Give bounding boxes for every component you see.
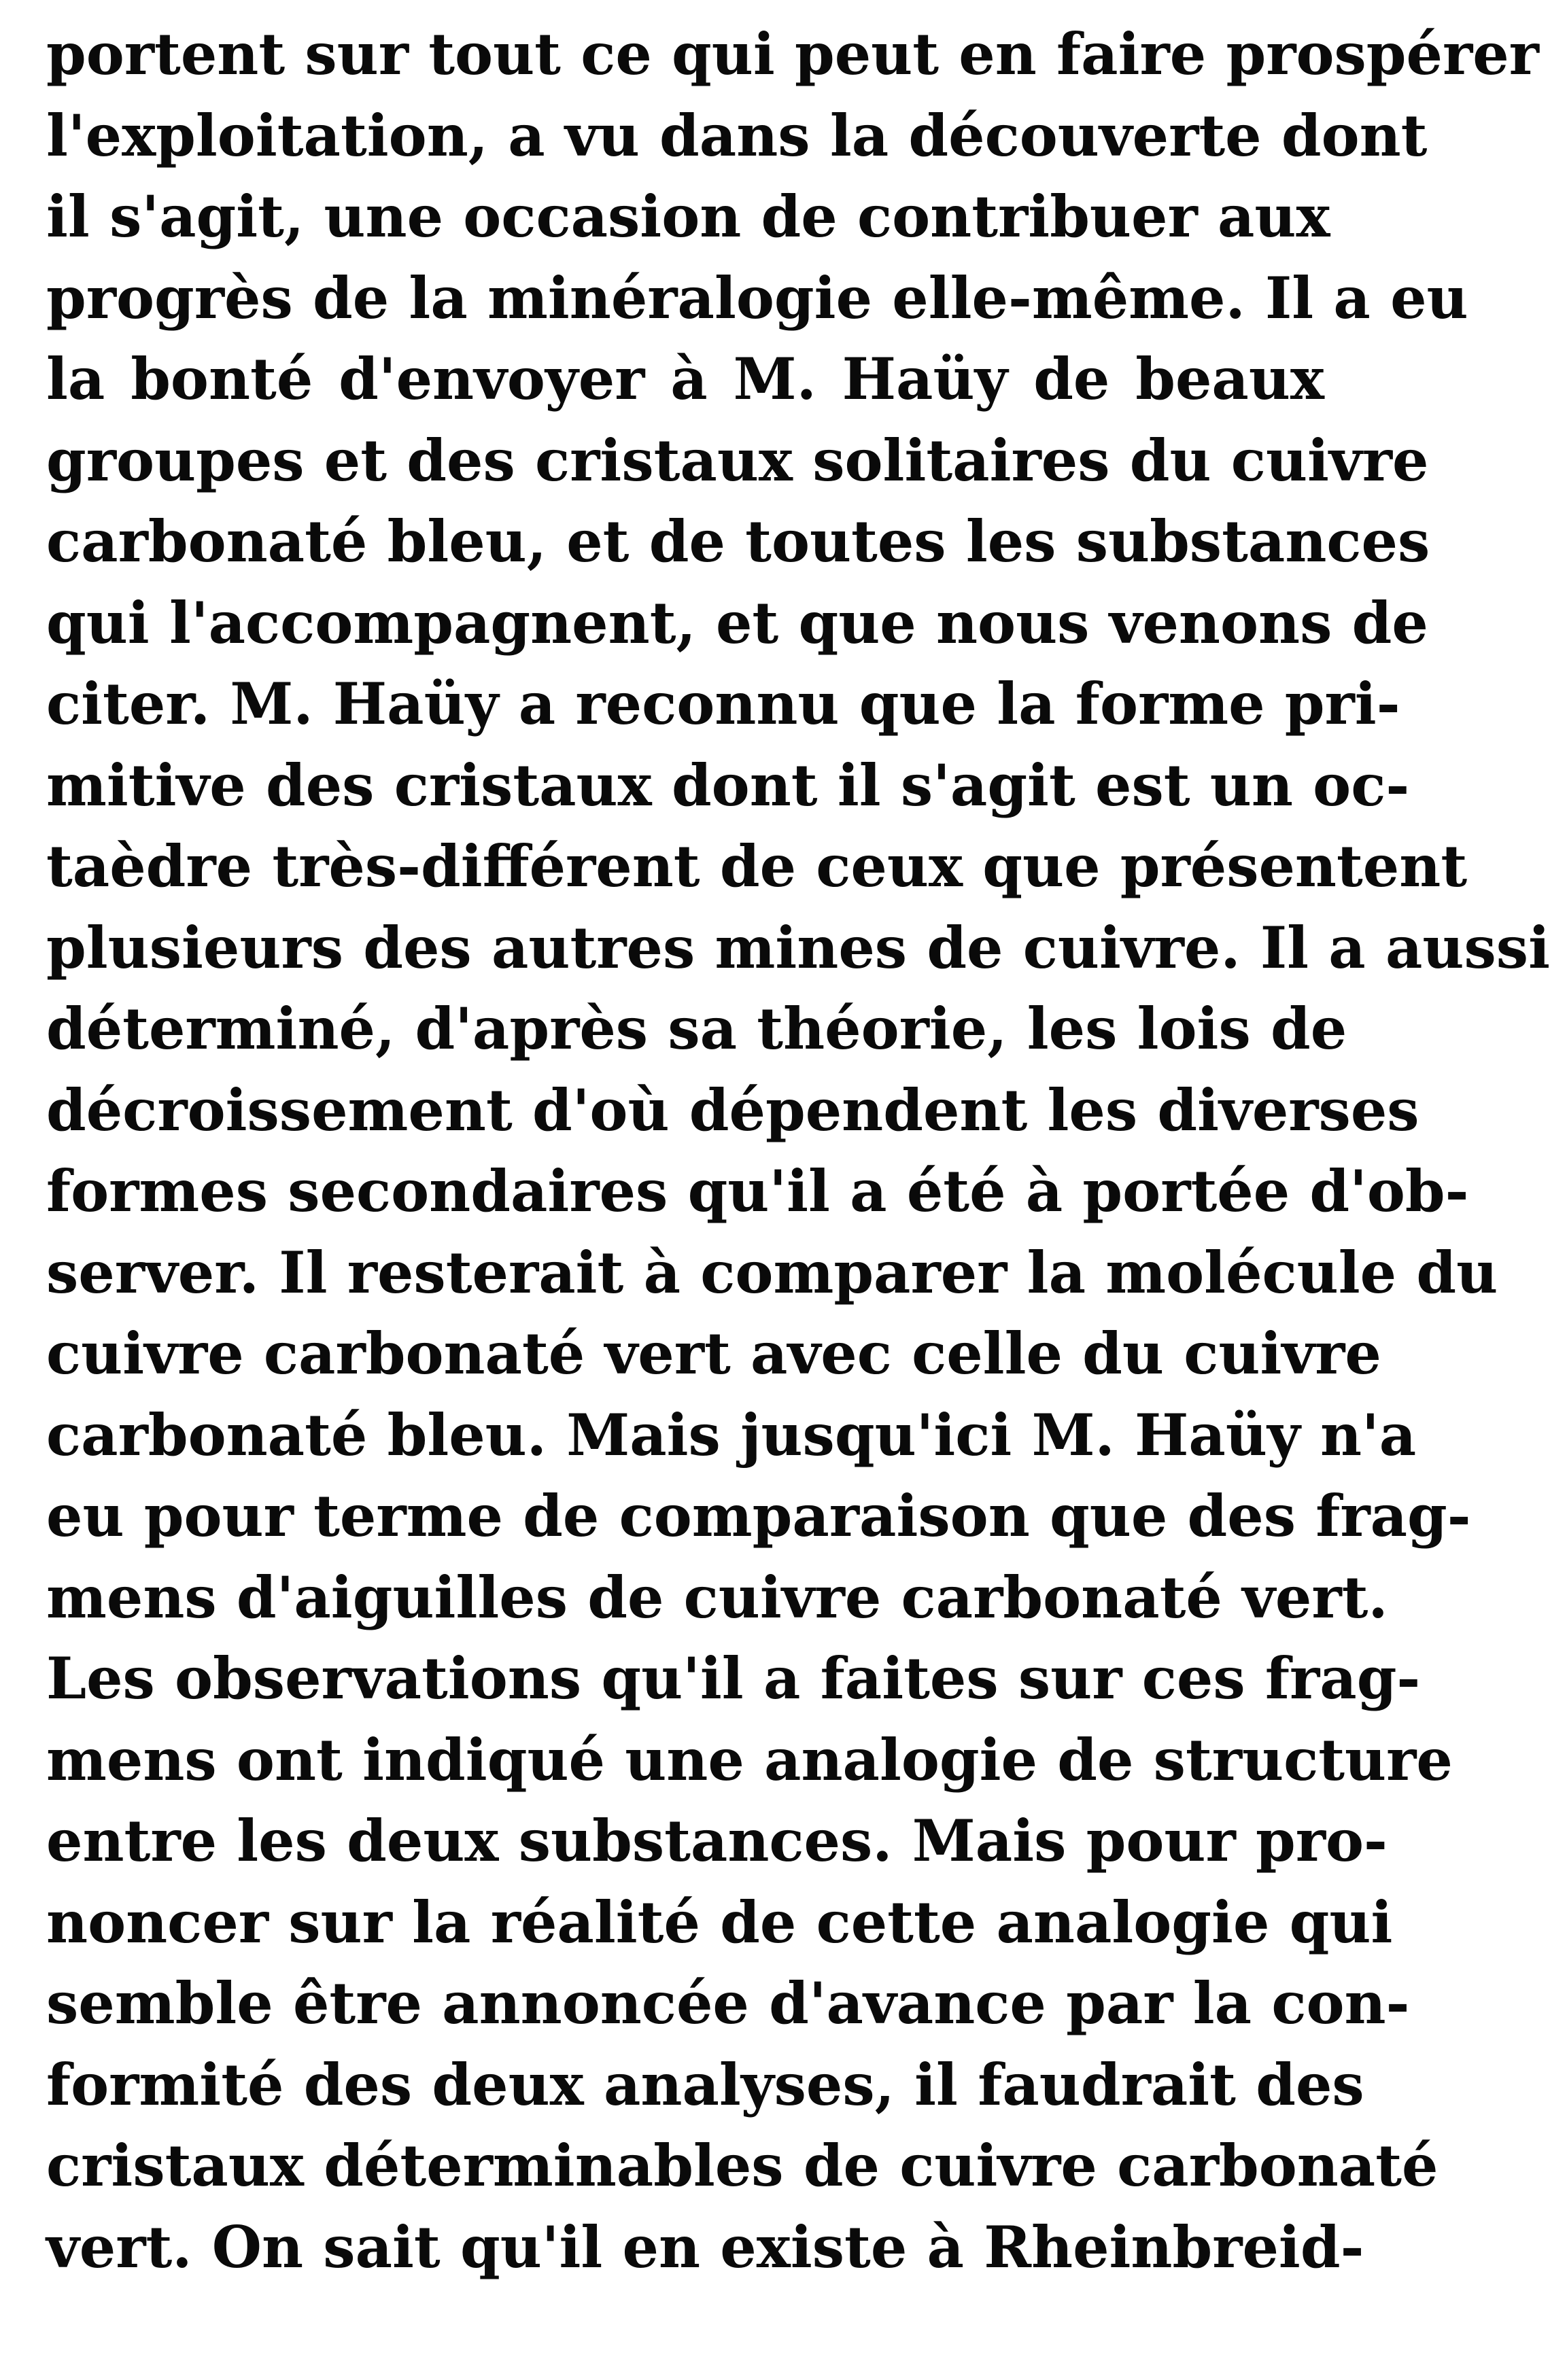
text-line: entre les deux substances. Mais pour pro- [46, 1807, 1388, 1874]
text-line: formité des deux analyses, il faudrait des [46, 2050, 1364, 2118]
text-line: décroissement d'où dépendent les diverses [46, 1076, 1419, 1144]
text-line: taèdre très-différent de ceux que présentent [46, 833, 1468, 900]
text-line: server. Il resterait à comparer la molécule du [46, 1238, 1498, 1306]
text-line: mens d'aiguilles de cuivre carbonaté vert. [46, 1563, 1388, 1631]
text-line: portent sur tout ce qui peut en faire prospérer [46, 20, 1539, 88]
text-line: cristaux déterminables de cuivre carbonaté [46, 2132, 1439, 2199]
text-line: groupes et des cristaux solitaires du cuivre [46, 426, 1429, 494]
text-line: formes secondaires qu'il a été à portée d'ob- [46, 1157, 1469, 1225]
text-line: carbonaté bleu. Mais jusqu'ici M. Haüy n'a [46, 1401, 1417, 1469]
text-line: plusieurs des autres mines de cuivre. Il a aussi [46, 913, 1550, 981]
text-line: semble être annoncée d'avance par la con- [46, 1970, 1410, 2037]
text-line: mitive des cristaux dont il s'agit est un oc- [46, 751, 1410, 819]
text-line: déterminé, d'après sa théorie, les lois de [46, 995, 1347, 1062]
text-line: carbonaté bleu, et de toutes les substances [46, 508, 1430, 575]
text-line: vert. On sait qu'il en existe à Rheinbreid- [46, 2213, 1364, 2281]
text-line: l'exploitation, a vu dans la découverte dont [46, 101, 1428, 169]
text-line: progrès de la minéralogie elle-même. Il a eu [46, 264, 1468, 332]
text-line: cuivre carbonaté vert avec celle du cuivre [46, 1320, 1381, 1387]
text-line: Les observations qu'il a faites sur ces frag- [46, 1645, 1421, 1712]
text-line: la bonté d'envoyer à M. Haüy de beaux [46, 345, 1324, 413]
document-page [46, 14, 1550, 2365]
text-line: noncer sur la réalité de cette analogie qui [46, 1888, 1393, 1956]
text-line: mens ont indiqué une analogie de structure [46, 1726, 1453, 1793]
text-line: citer. M. Haüy a reconnu que la forme pri- [46, 670, 1400, 737]
text-line: eu pour terme de comparaison que des frag- [46, 1482, 1471, 1550]
text-line: il s'agit, une occasion de contribuer aux [46, 183, 1330, 250]
text-line: qui l'accompagnent, et que nous venons de [46, 589, 1428, 657]
